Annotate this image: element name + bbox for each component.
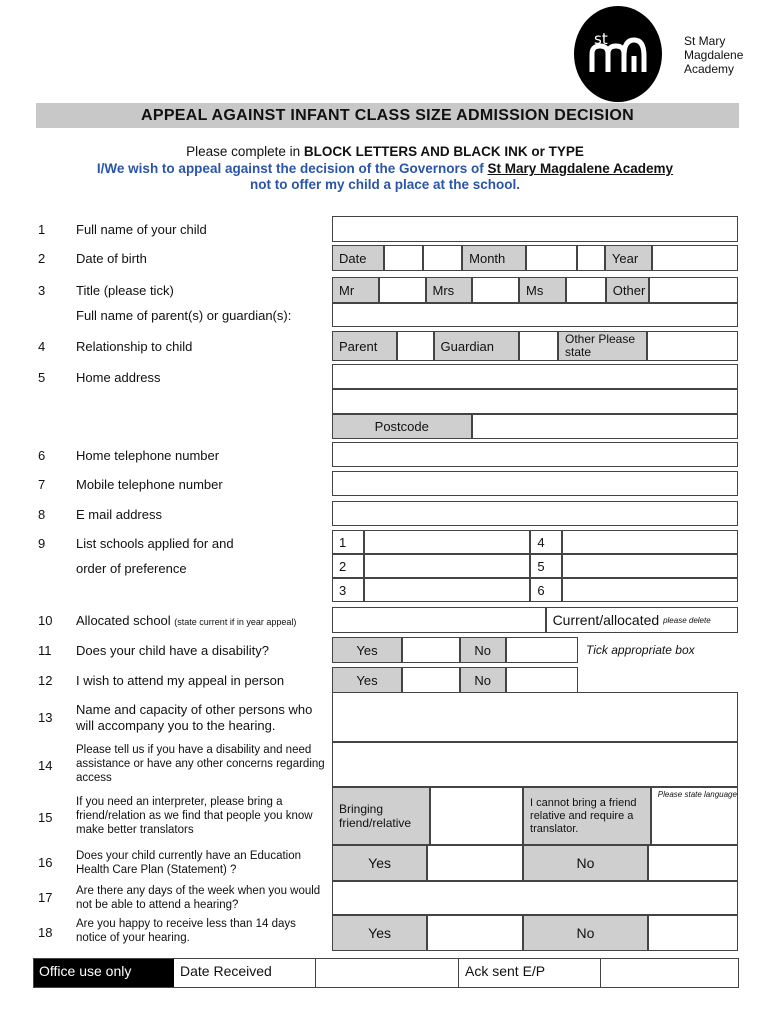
attend-row: [332, 667, 578, 693]
q16-label: Does your child currently have an Education Health Care Plan (Statement) ?: [76, 850, 302, 876]
q3b-label: Full name of parent(s) or guardian(s):: [76, 308, 292, 323]
dob-year[interactable]: [652, 245, 738, 271]
q-number: 8: [38, 507, 46, 522]
q-number: 5: [38, 370, 46, 385]
tick-instruction: Tick appropriate box: [586, 643, 695, 657]
parent-name-input[interactable]: [332, 303, 738, 327]
other-tick[interactable]: [649, 277, 738, 303]
dob-month-2[interactable]: [577, 245, 605, 271]
accompany-input[interactable]: [332, 692, 738, 742]
yes-label: Yes: [332, 915, 427, 951]
month-label: Month: [462, 245, 526, 271]
q-number: 11: [38, 643, 52, 658]
mr-label: Mr: [332, 277, 379, 303]
svg-text:st: st: [594, 30, 608, 48]
mrs-tick[interactable]: [472, 277, 519, 303]
disability-row: [332, 637, 578, 663]
q17-label: Are there any days of the week when you would not be able to attend a hearing?: [76, 885, 321, 911]
q-number: 6: [38, 448, 46, 463]
other-state-label: Other Please state: [558, 331, 647, 361]
no-label: No: [460, 667, 506, 693]
no-label: No: [523, 845, 649, 881]
year-label: Year: [605, 245, 652, 271]
other-state-input[interactable]: [647, 331, 738, 361]
q-number: 14: [38, 758, 53, 773]
ms-tick[interactable]: [566, 277, 606, 303]
q-number: 3: [38, 283, 46, 298]
current-allocated-label: Current/allocated please delete: [546, 607, 738, 633]
ack-sent-label: Ack sent E/P: [459, 959, 601, 987]
yes-label: Yes: [332, 845, 427, 881]
pref-3-input[interactable]: [364, 578, 530, 602]
mr-tick[interactable]: [379, 277, 426, 303]
intro-line-3: not to offer my child a place at the school.: [249, 177, 521, 192]
home-phone-input[interactable]: [332, 442, 738, 467]
q6-label: Home telephone number: [76, 448, 220, 463]
pref-5-label: 5: [530, 554, 562, 578]
no-label: No: [523, 915, 649, 951]
attend-no-tick[interactable]: [506, 667, 578, 693]
dob-row: [332, 245, 738, 271]
unavailable-days-input[interactable]: [332, 881, 738, 915]
title-row: [332, 277, 738, 303]
pref-3-label: 3: [332, 578, 364, 602]
form-title: APPEAL AGAINST INFANT CLASS SIZE ADMISSION DECISION: [36, 103, 739, 128]
pref-2-label: 2: [332, 554, 364, 578]
parent-tick[interactable]: [397, 331, 433, 361]
ms-label: Ms: [519, 277, 566, 303]
q3-label: Title (please tick): [76, 283, 174, 298]
q-number: 4: [38, 339, 46, 354]
academy-logo: [574, 6, 662, 102]
yes-label: Yes: [332, 637, 402, 663]
q1-label: Full name of your child: [76, 222, 207, 237]
pref-6-label: 6: [530, 578, 562, 602]
q18-label: Are you happy to receive less than 14 days notice of your hearing.: [76, 918, 296, 944]
ack-sent-input[interactable]: [601, 959, 738, 987]
q13-label: Name and capacity of other persons who will accompany you to the hearing.: [76, 702, 313, 733]
schools-grid: [332, 530, 738, 602]
yes-label: Yes: [332, 667, 402, 693]
ehcp-no-tick[interactable]: [648, 845, 738, 881]
q-number: 1: [38, 222, 46, 237]
ehcp-yes-tick[interactable]: [427, 845, 522, 881]
q-number: 13: [38, 710, 53, 725]
q-number: 17: [38, 890, 53, 905]
address-line-2[interactable]: [332, 389, 738, 414]
bringing-tick[interactable]: [430, 787, 523, 845]
logo-mark-icon: [574, 6, 662, 102]
q14-label: Please tell us if you have a disability and need assistance or have any other concerns regarding access: [76, 744, 325, 784]
pref-1-input[interactable]: [364, 530, 530, 554]
guardian-label: Guardian: [434, 331, 520, 361]
notice-row: [332, 915, 738, 951]
mrs-label: Mrs: [426, 277, 473, 303]
intro-line-1: Please complete in BLOCK LETTERS AND BLACK INK or TYPE: [186, 144, 584, 159]
q9-label: List schools applied for and: [76, 536, 234, 551]
dob-month-1[interactable]: [526, 245, 577, 271]
date-received-label: Date Received: [174, 959, 316, 987]
postcode-row: [332, 414, 738, 439]
q-number: 9: [38, 536, 46, 551]
allocated-row: [332, 607, 738, 633]
q-number: 2: [38, 251, 46, 266]
q-number: 18: [38, 925, 53, 940]
q15-label: If you need an interpreter, please bring a friend/relation as we find that people you know make better translators: [76, 796, 313, 836]
disability-yes-tick[interactable]: [402, 637, 460, 663]
email-input[interactable]: [332, 501, 738, 526]
dob-day-2[interactable]: [423, 245, 462, 271]
pref-2-input[interactable]: [364, 554, 530, 578]
parent-label: Parent: [332, 331, 397, 361]
q-number: 15: [38, 810, 53, 825]
pref-4-label: 4: [530, 530, 562, 554]
q12-label: I wish to attend my appeal in person: [76, 673, 285, 688]
office-use-label: Office use only: [34, 959, 174, 987]
pref-6-input[interactable]: [562, 578, 738, 602]
q-number: 12: [38, 673, 53, 688]
guardian-tick[interactable]: [519, 331, 558, 361]
q9b-label: order of preference: [76, 561, 187, 576]
language-input[interactable]: Please state language: [651, 787, 738, 845]
bringing-label: Bringing friend/relative: [332, 787, 430, 845]
interpreter-row: [332, 787, 738, 845]
pref-1-label: 1: [332, 530, 364, 554]
address-line-1[interactable]: [332, 364, 738, 389]
logo-name: St Mary Magdalene Academy: [684, 34, 744, 76]
notice-no-tick[interactable]: [648, 915, 738, 951]
notice-yes-tick[interactable]: [427, 915, 522, 951]
relationship-row: [332, 331, 738, 361]
other-label: Other: [606, 277, 649, 303]
disability-no-tick[interactable]: [506, 637, 578, 663]
q7-label: Mobile telephone number: [76, 477, 223, 492]
office-use-row: [33, 958, 739, 988]
intro-line-2: I/We wish to appeal against the decision of the Governors of St Mary Magdalene Academy: [96, 161, 674, 176]
q-number: 16: [38, 855, 53, 870]
mobile-phone-input[interactable]: [332, 471, 738, 496]
access-input[interactable]: [332, 742, 738, 787]
ehcp-row: [332, 845, 738, 881]
q8-label: E mail address: [76, 507, 162, 522]
date-label: Date: [332, 245, 384, 271]
child-name-input[interactable]: [332, 216, 738, 242]
no-label: No: [460, 637, 506, 663]
q11-label: Does your child have a disability?: [76, 643, 269, 658]
q5-label: Home address: [76, 370, 161, 385]
attend-yes-tick[interactable]: [402, 667, 460, 693]
date-received-input[interactable]: [316, 959, 459, 987]
pref-5-input[interactable]: [562, 554, 738, 578]
allocated-school-input[interactable]: [332, 607, 546, 633]
cannot-bring-label: I cannot bring a friend relative and require a translator.: [523, 787, 651, 845]
q-number: 10: [38, 613, 53, 628]
q10-label: Allocated school (state current if in year appeal): [76, 613, 297, 628]
q-number: 7: [38, 477, 46, 492]
dob-day-1[interactable]: [384, 245, 423, 271]
q2-label: Date of birth: [76, 251, 147, 266]
postcode-label: Postcode: [332, 414, 472, 439]
q4-label: Relationship to child: [76, 339, 193, 354]
postcode-input[interactable]: [472, 414, 738, 439]
pref-4-input[interactable]: [562, 530, 738, 554]
